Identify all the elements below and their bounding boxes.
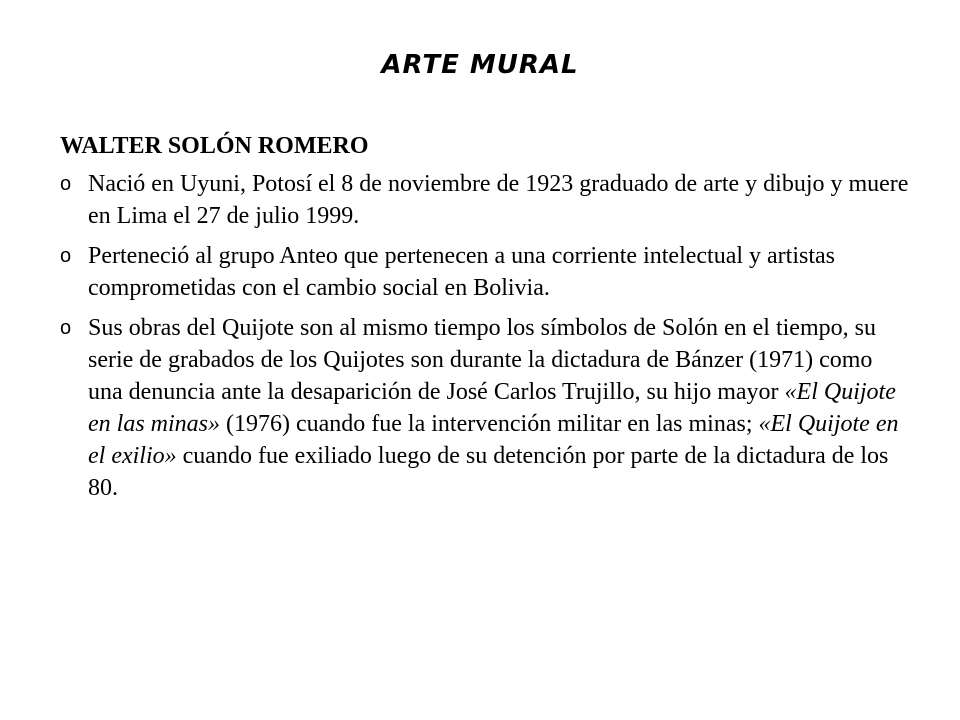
bullet-marker: o — [60, 245, 72, 267]
bullet-text-part: cuando fue exiliado luego de su detención por parte de la dictadura de los 80. — [88, 443, 889, 501]
bullet-marker: o — [60, 317, 72, 339]
bullet-text: Perteneció al grupo Anteo que pertenecen a una corriente intelectual y artistas comprometidas con el cambio social en Bolivia. — [88, 243, 836, 301]
work-title-quijote-exilio: «El Quijote en el exilio» — [88, 411, 899, 469]
bullet-text-part: (1976) cuando fue la intervención militar en las minas; — [220, 411, 759, 437]
bullet-text-part: Sus obras del Quijote son al mismo tiempo los símbolos de Solón en el tiempo, su serie de grabados de los Quijotes son durante la dictadura de Bánzer (1971) como una denuncia ante la desaparición de José Carlos Trujillo, su hijo mayor — [88, 315, 876, 405]
slide-title: ARTE MURAL — [381, 50, 579, 80]
bullet-item — [60, 240, 910, 304]
bullet-list — [60, 168, 910, 504]
bullet-item — [60, 168, 910, 232]
subtitle: WALTER SOLÓN ROMERO — [60, 133, 369, 159]
bullet-text: Nació en Uyuni, Potosí el 8 de noviembre de 1923 graduado de arte y dibujo y muere en Lima el 27 de julio 1999. — [88, 171, 909, 229]
slide-content — [60, 130, 910, 512]
work-title-quijote-minas: «El Quijote en las minas» — [88, 379, 896, 437]
bullet-item — [60, 312, 910, 504]
bullet-marker: o — [60, 173, 72, 195]
